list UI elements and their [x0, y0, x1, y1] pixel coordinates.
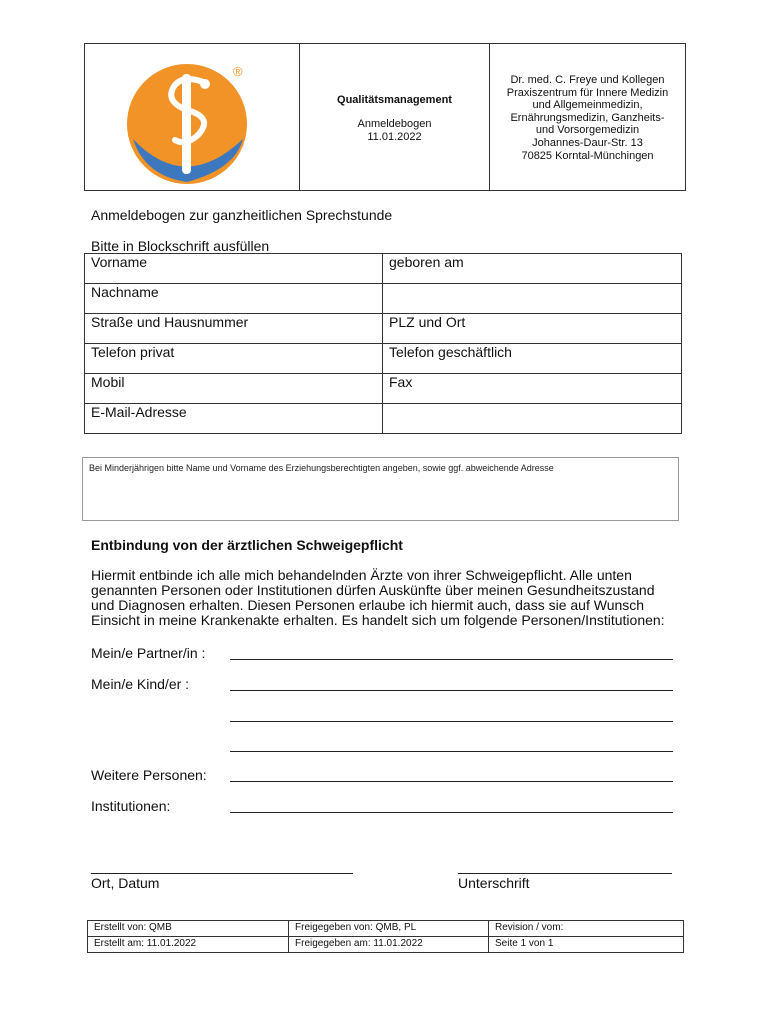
fax-field[interactable]: Fax: [383, 374, 682, 404]
approved-by: Freigegeben von: QMB, PL: [289, 921, 489, 937]
guardian-note-box[interactable]: [82, 457, 679, 521]
mobile-field[interactable]: Mobil: [85, 374, 383, 404]
qm-title: Qualitätsmanagement: [337, 94, 452, 106]
table-row: [85, 344, 682, 374]
address-line: Ernährungsmedizin, Ganzheits-: [510, 111, 665, 124]
paragraph-line: genannten Personen oder Institutionen dürfen Auskünfte über meinen Gesundheitszustand: [91, 582, 655, 598]
signature-line[interactable]: [458, 873, 672, 874]
table-row: [85, 284, 682, 314]
address-line: und Allgemeinmedizin,: [532, 99, 643, 112]
caduceus-logo-icon: [85, 44, 300, 192]
page-number: Seite 1 von 1: [489, 937, 684, 953]
birth-date-field[interactable]: geboren am: [383, 254, 682, 284]
empty-field[interactable]: [383, 284, 682, 314]
logo-cell: [85, 44, 300, 190]
place-date-line[interactable]: [91, 873, 353, 874]
table-row: [85, 404, 682, 434]
child-line[interactable]: [230, 721, 673, 722]
address-line: 70825 Korntal-Münchingen: [521, 149, 654, 162]
phone-business-field[interactable]: Telefon geschäftlich: [383, 344, 682, 374]
address-line: und Vorsorgemedizin: [535, 124, 640, 137]
address-cell: [490, 44, 685, 190]
institutions-label: Institutionen:: [91, 798, 171, 814]
personal-data-table: [84, 253, 682, 434]
child-label: Mein/e Kind/er :: [91, 676, 190, 692]
release-paragraph: [91, 568, 691, 628]
approved-on: Freigegeben am: 11.01.2022: [289, 937, 489, 953]
other-persons-line[interactable]: [230, 781, 673, 782]
partner-line[interactable]: [230, 659, 673, 660]
table-row: [85, 254, 682, 284]
last-name-field[interactable]: Nachname: [85, 284, 383, 314]
guardian-note-text: Bei Minderjährigen bitte Name und Vorname des Erziehungsberechtigten angeben, sowie ggf. abweichende Adresse: [89, 463, 554, 473]
document-header: [84, 43, 686, 191]
qm-cell: [300, 44, 490, 190]
first-name-field[interactable]: Vorname: [85, 254, 383, 284]
form-name-text: Anmeldebogen: [357, 118, 432, 130]
form-instruction: Bitte in Blockschrift ausfüllen: [91, 238, 270, 254]
form-title: Anmeldebogen zur ganzheitlichen Sprechstunde: [91, 207, 393, 223]
child-line[interactable]: [230, 690, 673, 691]
phone-private-field[interactable]: Telefon privat: [85, 344, 383, 374]
document-footer: [87, 920, 684, 953]
other-persons-label: Weitere Personen:: [91, 767, 207, 783]
institutions-line[interactable]: [230, 812, 673, 813]
signature-label: Unterschrift: [458, 875, 530, 891]
paragraph-line: und Diagnosen erhalten. Diesen Personen erlaube ich hiermit auch, dass sie auf Wunsch: [91, 597, 645, 613]
address-line: Dr. med. C. Freye und Kollegen: [510, 74, 665, 86]
paragraph-line: Hiermit entbinde ich alle mich behandelnden Ärzte von ihrer Schweigepflicht. Alle unten: [91, 567, 632, 583]
svg-text:®: ®: [233, 64, 243, 79]
email-field[interactable]: E-Mail-Adresse: [85, 404, 383, 434]
release-title: Entbindung von der ärztlichen Schweigepflicht: [91, 537, 403, 553]
form-date: 11.01.2022: [367, 131, 422, 143]
table-row: [88, 921, 684, 937]
practice-address: [490, 74, 685, 162]
partner-label: Mein/e Partner/in :: [91, 645, 206, 661]
created-on: Erstellt am: 11.01.2022: [88, 937, 289, 953]
child-line[interactable]: [230, 751, 673, 752]
revision: Revision / vom:: [489, 921, 684, 937]
paragraph-line: Einsicht in meine Krankenakte erhalten. Es handelt sich um folgende Personen/Institutionen:: [91, 612, 665, 628]
table-row: [85, 314, 682, 344]
created-by: Erstellt von: QMB: [88, 921, 289, 937]
street-field[interactable]: Straße und Hausnummer: [85, 314, 383, 344]
table-row: [88, 937, 684, 953]
place-date-label: Ort, Datum: [91, 875, 160, 891]
address-line: Praxiszentrum für Innere Medizin: [506, 86, 669, 99]
table-row: [85, 374, 682, 404]
address-line: Johannes-Daur-Str. 13: [532, 136, 643, 149]
zip-city-field[interactable]: PLZ und Ort: [383, 314, 682, 344]
form-name: [300, 118, 489, 144]
empty-field[interactable]: [383, 404, 682, 434]
